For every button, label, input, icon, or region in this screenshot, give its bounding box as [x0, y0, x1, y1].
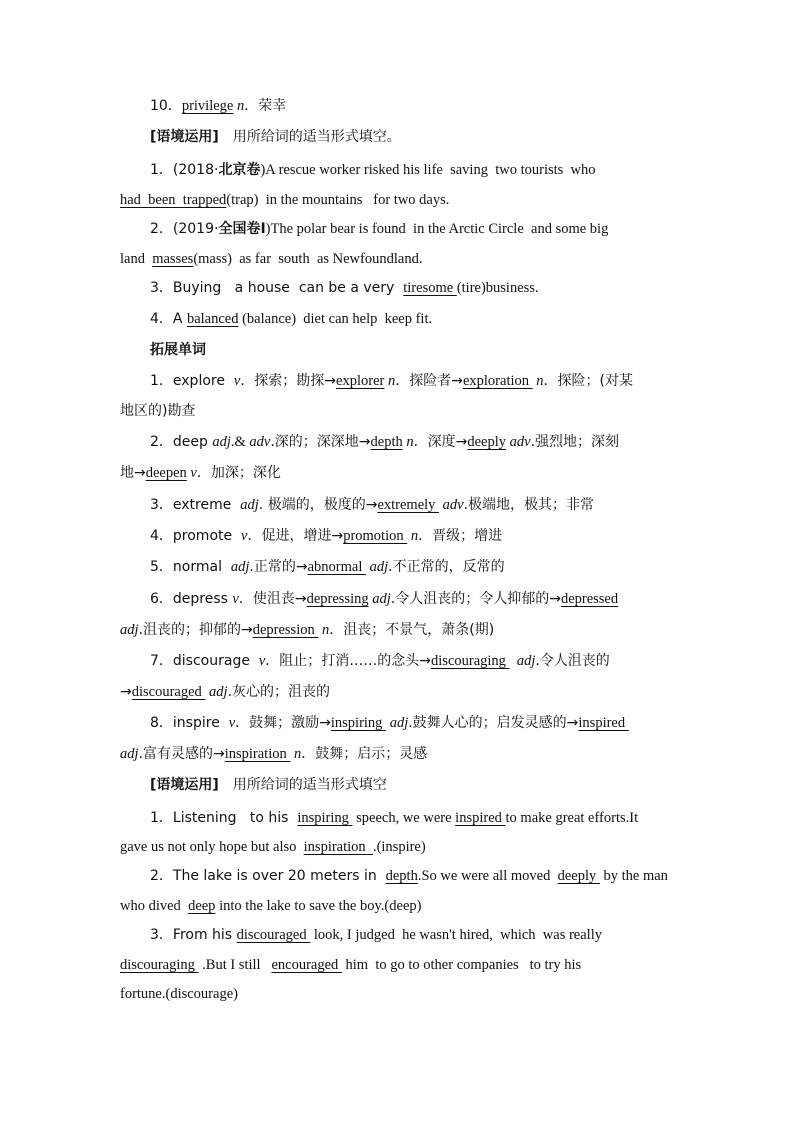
answer-blank: deepen	[145, 465, 187, 481]
text-line	[120, 160, 710, 180]
text-segment: adv	[509, 434, 531, 450]
text-segment: .深的；深深地→	[270, 434, 371, 450]
text-segment: n	[387, 373, 396, 389]
text-segment: ．探索；勘探→	[240, 373, 337, 389]
text-line	[120, 808, 710, 828]
text-segment: 3．extreme	[150, 497, 241, 513]
text-segment: 2．deep	[150, 434, 213, 450]
text-segment: 2．(2019·	[150, 221, 219, 237]
text-segment: adj	[120, 622, 139, 638]
answer-blank: depression	[252, 622, 319, 638]
text-segment: fortune.(discourage)	[120, 986, 238, 1002]
text-segment: to make great efforts.It	[505, 810, 639, 826]
text-line	[120, 589, 710, 609]
answer-blank: exploration	[462, 373, 533, 389]
text-segment: .鼓舞人心的；启发灵感的→	[408, 715, 579, 731]
text-line	[120, 896, 680, 916]
text-line	[120, 278, 710, 298]
answer-blank: abnormal	[307, 559, 366, 575]
text-segment: .极端地，极其；非常	[463, 497, 595, 513]
text-line	[120, 837, 680, 857]
answer-blank: depth	[385, 868, 418, 884]
text-segment: adv	[442, 497, 464, 513]
answer-blank: inspiration	[224, 746, 291, 762]
text-segment: n	[406, 434, 414, 450]
text-line	[120, 401, 680, 421]
text-segment: n	[237, 98, 245, 114]
text-segment: (trap) in the mountains for two days.	[226, 192, 450, 208]
text-segment: ．促进，增进→	[247, 528, 344, 544]
text-segment: v	[258, 653, 266, 669]
text-segment: n	[321, 622, 330, 638]
answer-blank: discouraging	[120, 957, 199, 973]
text-segment: n	[536, 373, 544, 389]
text-segment: ．探险；(对某	[543, 373, 633, 389]
text-segment: ．鼓舞；启示；灵感	[301, 746, 428, 762]
text-segment: .But I still	[198, 957, 272, 973]
text-segment: ．加深；深化	[196, 465, 281, 481]
text-line	[120, 984, 680, 1004]
text-line	[120, 651, 710, 671]
text-segment	[510, 653, 517, 669]
text-segment: ．使沮丧→	[238, 591, 307, 607]
text-segment: 1．explore	[150, 373, 234, 389]
text-line	[120, 713, 710, 733]
text-line	[120, 495, 710, 515]
answer-blank: depressing	[306, 591, 369, 607]
text-segment: land	[120, 251, 153, 267]
text-segment: gave us not only hope but also	[120, 839, 304, 855]
text-segment: speech, we were	[352, 810, 456, 826]
answer-blank: balanced	[186, 311, 239, 327]
text-segment: who dived	[120, 898, 189, 914]
text-segment: 地→	[120, 465, 146, 481]
text-segment: adj	[372, 591, 391, 607]
text-segment: ．沮丧；不景气，萧条(期)	[329, 622, 495, 638]
text-line	[120, 557, 710, 577]
text-line	[120, 955, 680, 975]
text-segment: v	[190, 465, 197, 481]
answer-blank: explorer	[336, 373, 385, 389]
text-segment: ．阻止；打消……的念头→	[265, 653, 432, 669]
answer-blank: deeply	[557, 868, 600, 884]
text-segment: ．探险者→	[395, 373, 463, 389]
text-segment: .正常的→	[249, 559, 308, 575]
text-segment: 用所给词的适当形式填空。	[218, 129, 401, 145]
text-line	[120, 96, 710, 116]
text-segment: 7．discourage	[150, 653, 259, 669]
text-segment: look, I judged he wasn't hired, which was really	[310, 927, 602, 943]
answer-blank: discouraged	[236, 927, 311, 943]
text-segment: n	[410, 528, 419, 544]
text-line	[120, 371, 710, 391]
answer-blank: encouraged	[271, 957, 342, 973]
text-segment: 3．From his	[150, 927, 237, 943]
text-line	[120, 744, 680, 764]
text-segment: 2．The lake is over 20 meters in	[150, 868, 386, 884]
text-segment: .(inspire)	[372, 839, 426, 855]
text-segment: .令人沮丧的；令人抑郁的→	[390, 591, 561, 607]
text-segment: v	[228, 715, 236, 731]
text-segment: .&	[230, 434, 250, 450]
text-segment: 6．depress	[150, 591, 233, 607]
text-segment: )A rescue worker risked his life saving two tourists who	[260, 162, 596, 178]
answer-blank: inspiring	[330, 715, 387, 731]
text-segment: 4．A	[150, 311, 187, 327]
text-line	[120, 432, 710, 452]
section-label: [语境运用]	[150, 777, 219, 793]
text-line	[120, 219, 710, 239]
text-line	[120, 925, 710, 945]
text-segment: adj	[389, 715, 409, 731]
section-label: 全国卷Ⅰ	[218, 221, 266, 237]
text-segment: . 极端的，极度的→	[258, 497, 378, 513]
answer-blank: privilege	[181, 98, 234, 114]
text-segment: into the lake to save the boy.(deep)	[215, 898, 422, 914]
text-segment: →	[120, 684, 132, 700]
text-segment: adj	[240, 497, 259, 513]
text-segment: .令人沮丧的	[535, 653, 610, 669]
text-segment: adj	[516, 653, 536, 669]
section-label: 北京卷	[218, 162, 261, 178]
text-segment: )The polar bear is found in the Arctic Circle and some big	[265, 221, 609, 237]
text-line	[120, 463, 680, 483]
answer-blank: masses	[152, 251, 194, 267]
answer-blank: inspiring	[297, 810, 353, 826]
text-line	[120, 775, 710, 795]
text-line	[120, 127, 710, 147]
text-segment: 地区的)勘查	[120, 403, 196, 419]
text-segment: .So we were all moved	[417, 868, 558, 884]
text-segment: n	[294, 746, 302, 762]
text-segment: 4．promote	[150, 528, 242, 544]
text-segment: .沮丧的；抑郁的→	[138, 622, 253, 638]
answer-blank: tiresome	[403, 280, 457, 296]
text-segment: ．鼓舞；激励→	[235, 715, 331, 731]
text-segment: ．深度→	[413, 434, 468, 450]
text-line	[120, 526, 710, 546]
text-line	[120, 620, 680, 640]
answer-blank: inspiration	[303, 839, 373, 855]
text-segment: adj	[369, 559, 389, 575]
text-segment: 用所给词的适当形式填空	[218, 777, 387, 793]
text-segment: adj	[212, 434, 231, 450]
answer-blank: inspired	[455, 810, 506, 826]
text-segment: 3．Buying a house can be a very	[150, 280, 404, 296]
section-label: [语境运用]	[150, 129, 219, 145]
text-segment: v	[241, 528, 248, 544]
text-segment: by the man	[599, 868, 668, 884]
answer-blank: deep	[188, 898, 216, 914]
answer-blank: depressed	[560, 591, 619, 607]
text-segment: 1．Listening to his	[150, 810, 298, 826]
text-segment: .灰心的；沮丧的	[227, 684, 331, 700]
text-segment: 1．(2018·	[150, 162, 219, 178]
answer-blank: deeply	[467, 434, 507, 450]
text-segment: .不正常的，反常的	[388, 559, 505, 575]
text-segment: .富有灵感的→	[138, 746, 225, 762]
text-segment: him to go to other companies to try his	[341, 957, 582, 973]
text-segment: ．荣幸	[244, 98, 287, 114]
answer-blank: inspired	[578, 715, 629, 731]
answer-blank: had been trapped	[120, 192, 227, 208]
text-segment: .强烈地；深刻	[530, 434, 620, 450]
text-segment: (balance) diet can help keep fit.	[238, 311, 433, 327]
answer-blank: extremely	[377, 497, 440, 513]
text-segment: adj	[120, 746, 139, 762]
answer-blank: promotion	[343, 528, 408, 544]
text-line	[120, 866, 710, 886]
text-segment: adj	[209, 684, 228, 700]
text-segment: (tire)business.	[456, 280, 539, 296]
answer-blank: depth	[370, 434, 403, 450]
text-line	[120, 249, 680, 269]
answer-blank: discouraging	[431, 653, 510, 669]
text-segment: (mass) as far south as Newfoundland.	[193, 251, 423, 267]
text-line	[120, 340, 710, 360]
text-segment: adj	[230, 559, 250, 575]
text-segment: adv	[249, 434, 271, 450]
text-line	[120, 309, 710, 329]
text-segment: 8．inspire	[150, 715, 229, 731]
text-line	[120, 682, 680, 702]
text-line	[120, 190, 680, 210]
text-segment: v	[233, 373, 241, 389]
text-segment: 10．	[150, 98, 182, 114]
answer-blank: discouraged	[131, 684, 206, 700]
text-segment: 5．normal	[150, 559, 231, 575]
text-segment: ．晋级；增进	[418, 528, 503, 544]
section-label: 拓展单词	[150, 342, 206, 358]
text-segment: v	[232, 591, 239, 607]
